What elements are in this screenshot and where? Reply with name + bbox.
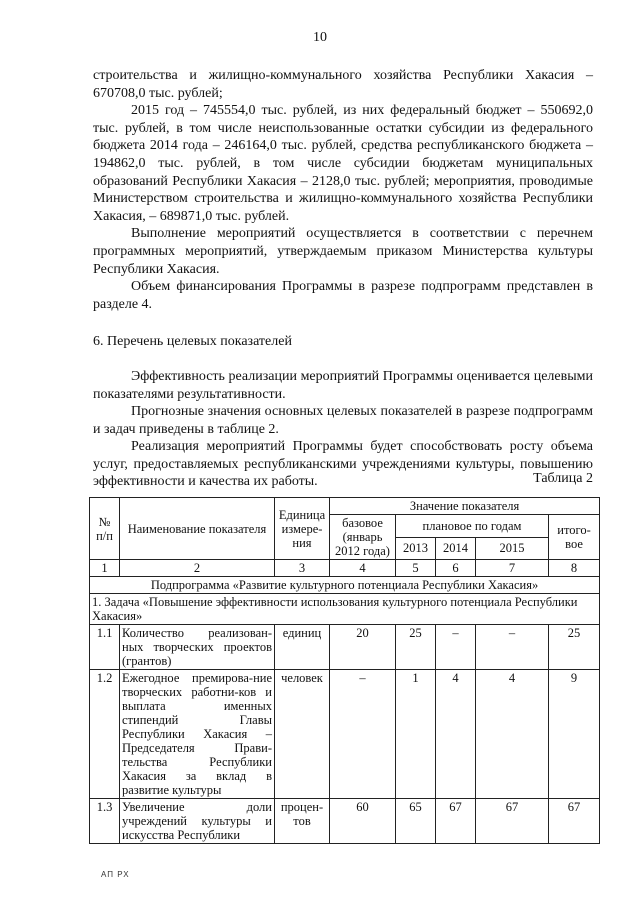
row-base: 60 — [330, 799, 396, 844]
row-base: – — [330, 670, 396, 799]
row-2015: – — [476, 625, 549, 670]
row-name: Увеличение доли учреждений культуры и искусства Республики — [120, 799, 275, 844]
header-name: Наименование показателя — [120, 498, 275, 560]
row-2013: 65 — [396, 799, 436, 844]
col-number: 5 — [396, 560, 436, 577]
row-base: 20 — [330, 625, 396, 670]
col-number: 3 — [275, 560, 330, 577]
paragraph: строительства и жилищно-коммунального хозяйства Республики Хакасия – 670708,0 тыс. рублей; — [93, 68, 593, 101]
page-number: 10 — [313, 30, 327, 45]
row-unit: процен-тов — [275, 799, 330, 844]
row-2014: 4 — [436, 670, 476, 799]
header-2013: 2013 — [396, 537, 436, 560]
col-number: 7 — [476, 560, 549, 577]
table-row — [90, 670, 600, 799]
row-total: 67 — [549, 799, 600, 844]
col-number: 4 — [330, 560, 396, 577]
indicators-table — [89, 497, 600, 844]
row-total: 25 — [549, 625, 600, 670]
paragraph: Реализация мероприятий Программы будет способствовать росту объема услуг, предоставляемых республиканскими учреждениями культуры, повышению эффективности и качества их работы. — [93, 439, 593, 490]
row-name: Количество реализован-ных творческих проектов (грантов) — [120, 625, 275, 670]
col-number: 6 — [436, 560, 476, 577]
paragraph: Прогнозные значения основных целевых показателей в разрезе подпрограмм и задач приведены в таблице 2. — [93, 404, 593, 437]
footer-mark: АП РХ — [101, 870, 130, 879]
header-unit: Единица измере-ния — [275, 498, 330, 560]
paragraph: Эффективность реализации мероприятий Программы оценивается целевыми показателями результативности. — [93, 368, 593, 402]
header-value-group: Значение показателя — [330, 498, 600, 515]
row-2015: 67 — [476, 799, 549, 844]
row-2014: 67 — [436, 799, 476, 844]
table-caption: Таблица 2 — [533, 471, 593, 486]
row-total: 9 — [549, 670, 600, 799]
col-number: 1 — [90, 560, 120, 577]
col-number: 2 — [120, 560, 275, 577]
header-planned: плановое по годам — [396, 515, 549, 538]
row-2014: – — [436, 625, 476, 670]
paragraph: 2015 год – 745554,0 тыс. рублей, из них федеральный бюджет – 550692,0 тыс. рублей, в том числе неиспользованные остатки субсидии из федерального бюджета 2014 года – 246164,0 тыс. рублей, средства республиканского бюджета – 194862,0 тыс. рублей, в том числе субсидии бюджетам муниципальных образований Республики Хакасия – 2128,0 тыс. рублей; мероприятия, проводимые Министерством строительства и жилищно-коммунального хозяйства Республики Хакасия, – 689871,0 тыс. рублей. — [93, 103, 593, 224]
body-text — [93, 67, 593, 491]
col-number: 8 — [549, 560, 600, 577]
task-title: 1. Задача «Повышение эффективности использования культурного потенциала Республики Хакасия» — [90, 594, 600, 625]
header-num: № п/п — [90, 498, 120, 560]
header-total: итого-вое — [549, 515, 600, 560]
row-num: 1.2 — [90, 670, 120, 799]
table-row — [90, 625, 600, 670]
row-num: 1.3 — [90, 799, 120, 844]
row-num: 1.1 — [90, 625, 120, 670]
section-title: 6. Перечень целевых показателей — [93, 334, 292, 350]
paragraph: Выполнение мероприятий осуществляется в соответствии с перечнем программных мероприятий, утверждаемым приказом Министерства культуры Республики Хакасия. — [93, 226, 593, 277]
paragraph: Объем финансирования Программы в разрезе подпрограмм представлен в разделе 4. — [93, 279, 593, 312]
row-2015: 4 — [476, 670, 549, 799]
table-row — [90, 799, 600, 844]
row-unit: единиц — [275, 625, 330, 670]
row-2013: 1 — [396, 670, 436, 799]
header-base: базовое (январь 2012 года) — [330, 515, 396, 560]
subprogram-title: Подпрограмма «Развитие культурного потенциала Республики Хакасия» — [90, 577, 600, 594]
row-2013: 25 — [396, 625, 436, 670]
header-2014: 2014 — [436, 537, 476, 560]
row-name: Ежегодное премирова-ние творческих работни-ков и выплата именных стипендий Главы Республики Хакасия – Председателя Прави-тельства Республики Хакасия за вклад в развитие культуры — [120, 670, 275, 799]
row-unit: человек — [275, 670, 330, 799]
header-2015: 2015 — [476, 537, 549, 560]
